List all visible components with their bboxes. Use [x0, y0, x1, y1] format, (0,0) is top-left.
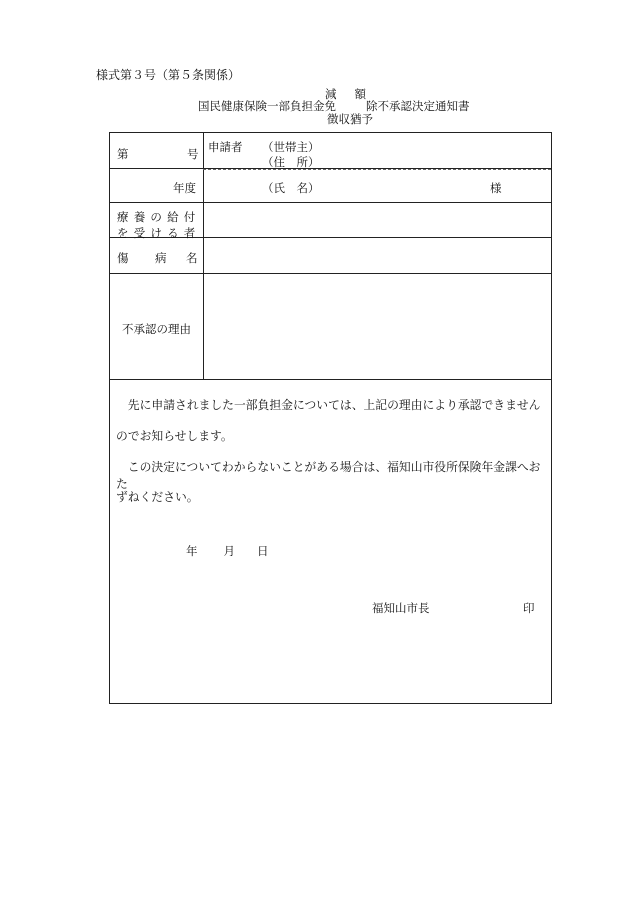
recipient-label-line1: 療養の給付 [117, 210, 201, 224]
title-main-left: 国民健康保険一部負担金免 [198, 99, 336, 113]
title-amount: 額 [354, 87, 366, 101]
divider [110, 202, 551, 203]
number-label-suffix: 号 [187, 147, 199, 161]
divider [110, 273, 551, 274]
honorific: 様 [490, 181, 502, 195]
injury-label-3: 名 [186, 251, 198, 265]
date-year: 年 [186, 544, 198, 558]
date-month: 月 [223, 544, 235, 558]
title-main-right: 除不承認決定通知書 [366, 99, 470, 113]
notice-paragraph-1-line-2: のでお知らせします。 [116, 429, 233, 443]
title-lower-line: 徴収猶予 [327, 112, 373, 126]
recipient-label-line2: を受ける者 [117, 226, 201, 240]
reason-label: 不承認の理由 [122, 322, 191, 336]
notice-paragraph-2-line-2: ずねください。 [116, 490, 199, 504]
notice-paragraph-2-line-1: この決定についてわからないことがある場合は、福知山市役所保険年金課へおた [116, 460, 541, 491]
issue-date [186, 543, 269, 559]
issuer-title: 福知山市長 [372, 601, 430, 615]
notice-paragraph-1-line-1: 先に申請されました一部負担金については、上記の理由により承認できません [116, 398, 541, 412]
seal-mark: 印 [523, 601, 535, 615]
applicant-label: 申請者 [208, 140, 243, 154]
fiscal-year-label: 年度 [173, 181, 196, 195]
injury-label-2: 病 [155, 251, 167, 265]
name-label: （氏 名） [262, 181, 320, 195]
divider [110, 379, 551, 380]
notice-form [109, 132, 552, 704]
number-label-prefix: 第 [117, 147, 129, 161]
head-of-household-label: （世帯主） [262, 140, 320, 154]
form-number: 様式第３号（第５条関係） [96, 68, 241, 82]
injury-label-1: 傷 [117, 251, 129, 265]
address-label: （住 所） [262, 155, 320, 169]
title-reduction: 減 [325, 87, 337, 101]
dashed-separator [203, 169, 551, 170]
date-day: 日 [257, 544, 269, 558]
